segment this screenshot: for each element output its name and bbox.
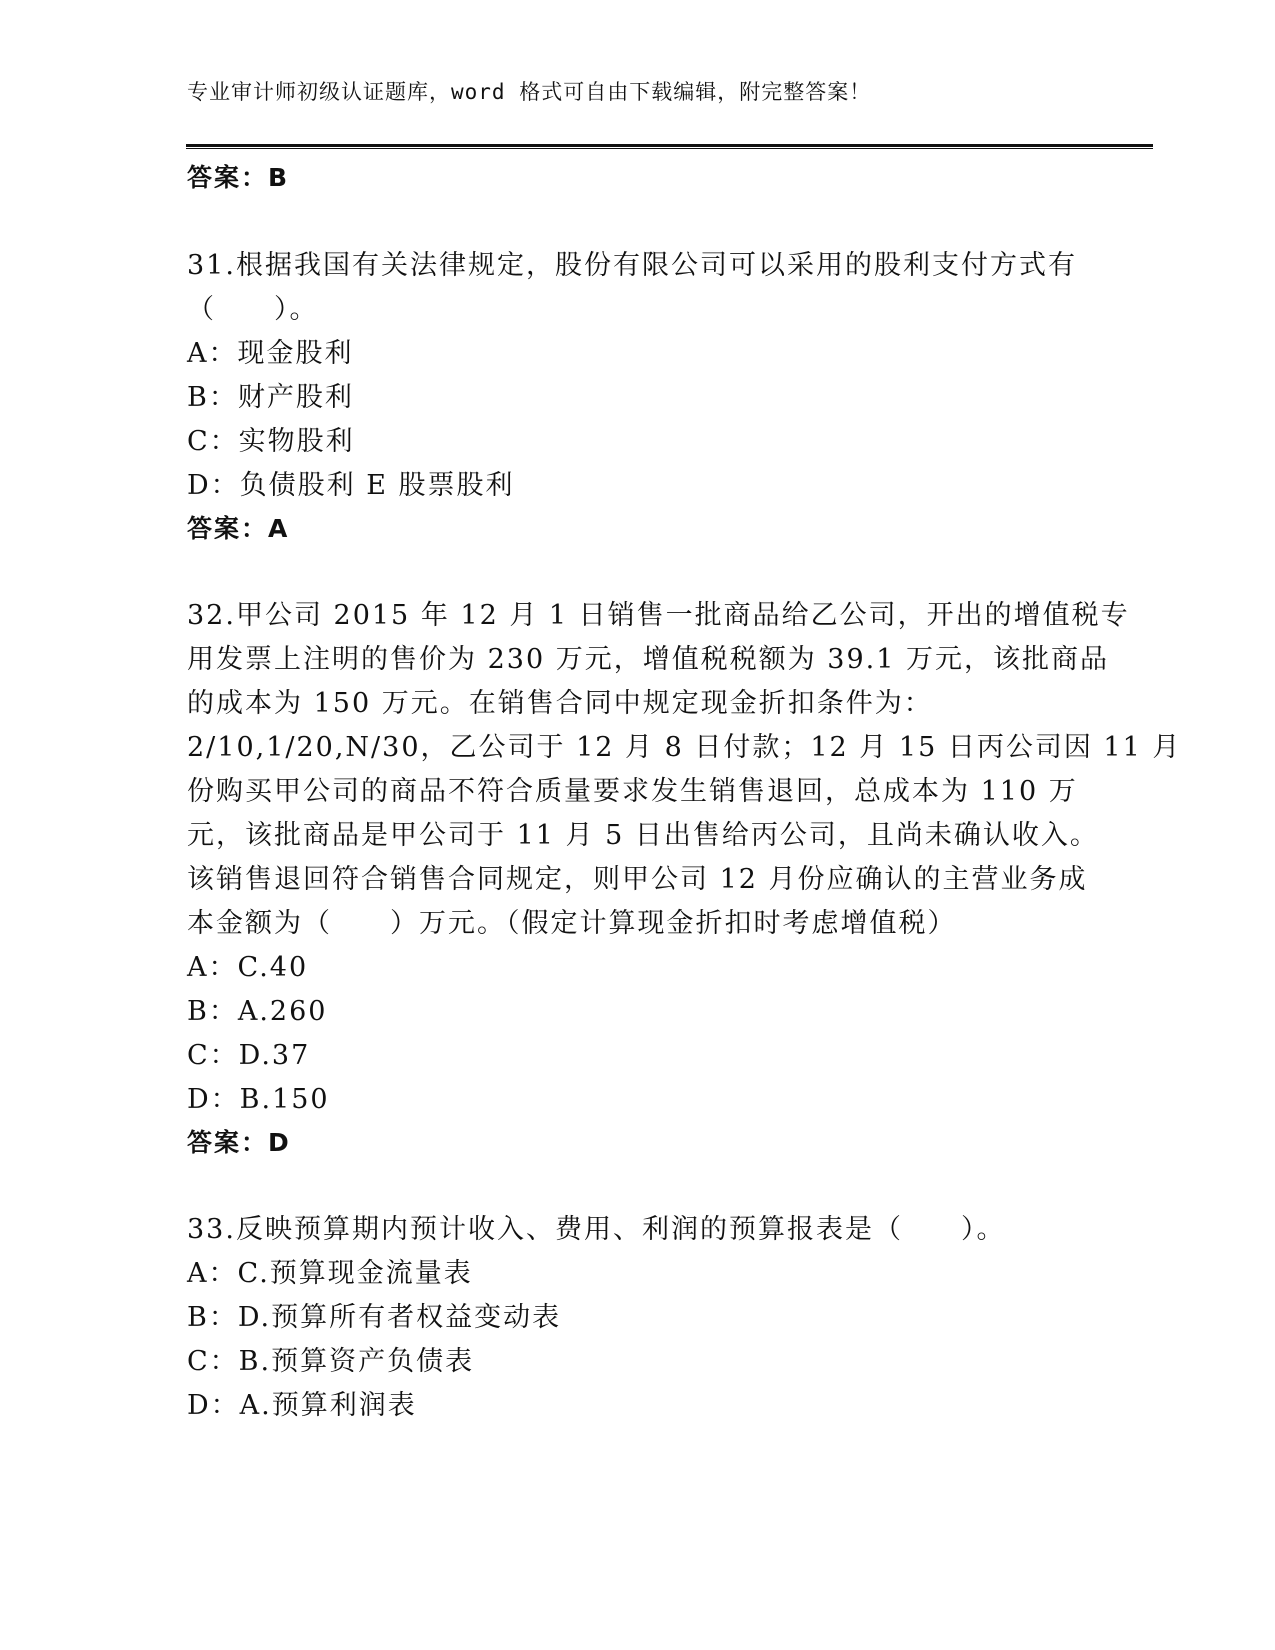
question-stem-line: 33.反映预算期内预计收入、费用、利润的预算报表是（ ）。	[187, 1214, 1006, 1245]
question-stem-line: 本金额为（ ）万元。（假定计算现金折扣时考虑增值税）	[187, 908, 957, 939]
page-header: 专业审计师初级认证题库，word 格式可自由下载编辑，附完整答案！	[187, 80, 872, 104]
header-divider	[186, 144, 1153, 149]
answer-line: 答案：B	[187, 163, 290, 192]
question-stem-line: 31.根据我国有关法律规定，股份有限公司可以采用的股利支付方式有	[187, 250, 1077, 281]
option-line: D：B.150	[187, 1084, 330, 1115]
option-line: A：C.40	[187, 952, 309, 983]
option-line: A：C.预算现金流量表	[187, 1258, 473, 1289]
question-stem-line: 的成本为 150 万元。在销售合同中规定现金折扣条件为：	[187, 688, 933, 719]
option-line: B：财产股利	[187, 382, 354, 413]
option-line: A：现金股利	[187, 338, 354, 369]
option-line: C：B.预算资产负债表	[187, 1346, 475, 1377]
question-stem-line: 份购买甲公司的商品不符合质量要求发生销售退回，总成本为 110 万	[187, 776, 1078, 807]
option-line: D：负债股利 E 股票股利	[187, 470, 515, 501]
question-stem-line: 32.甲公司 2015 年 12 月 1 日销售一批商品给乙公司，开出的增值税专	[187, 600, 1130, 631]
question-stem-line: 元，该批商品是甲公司于 11 月 5 日出售给丙公司，且尚未确认收入。	[187, 820, 1099, 851]
option-line: B：D.预算所有者权益变动表	[187, 1302, 562, 1333]
option-line: B：A.260	[187, 996, 328, 1027]
option-line: C：D.37	[187, 1040, 311, 1071]
option-line: D：A.预算利润表	[187, 1390, 417, 1421]
question-stem-line: 该销售退回符合销售合同规定，则甲公司 12 月份应确认的主营业务成	[187, 864, 1088, 895]
answer-line: 答案：A	[187, 514, 290, 543]
option-line: C：实物股利	[187, 426, 355, 457]
question-stem-line: 2/10,1/20,N/30，乙公司于 12 月 8 日付款；12 月 15 日丙公司因 11 月	[187, 732, 1182, 763]
question-stem-line: （ ）。	[187, 294, 319, 325]
answer-line: 答案：D	[187, 1128, 291, 1157]
question-stem-line: 用发票上注明的售价为 230 万元，增值税税额为 39.1 万元，该批商品	[187, 644, 1109, 675]
